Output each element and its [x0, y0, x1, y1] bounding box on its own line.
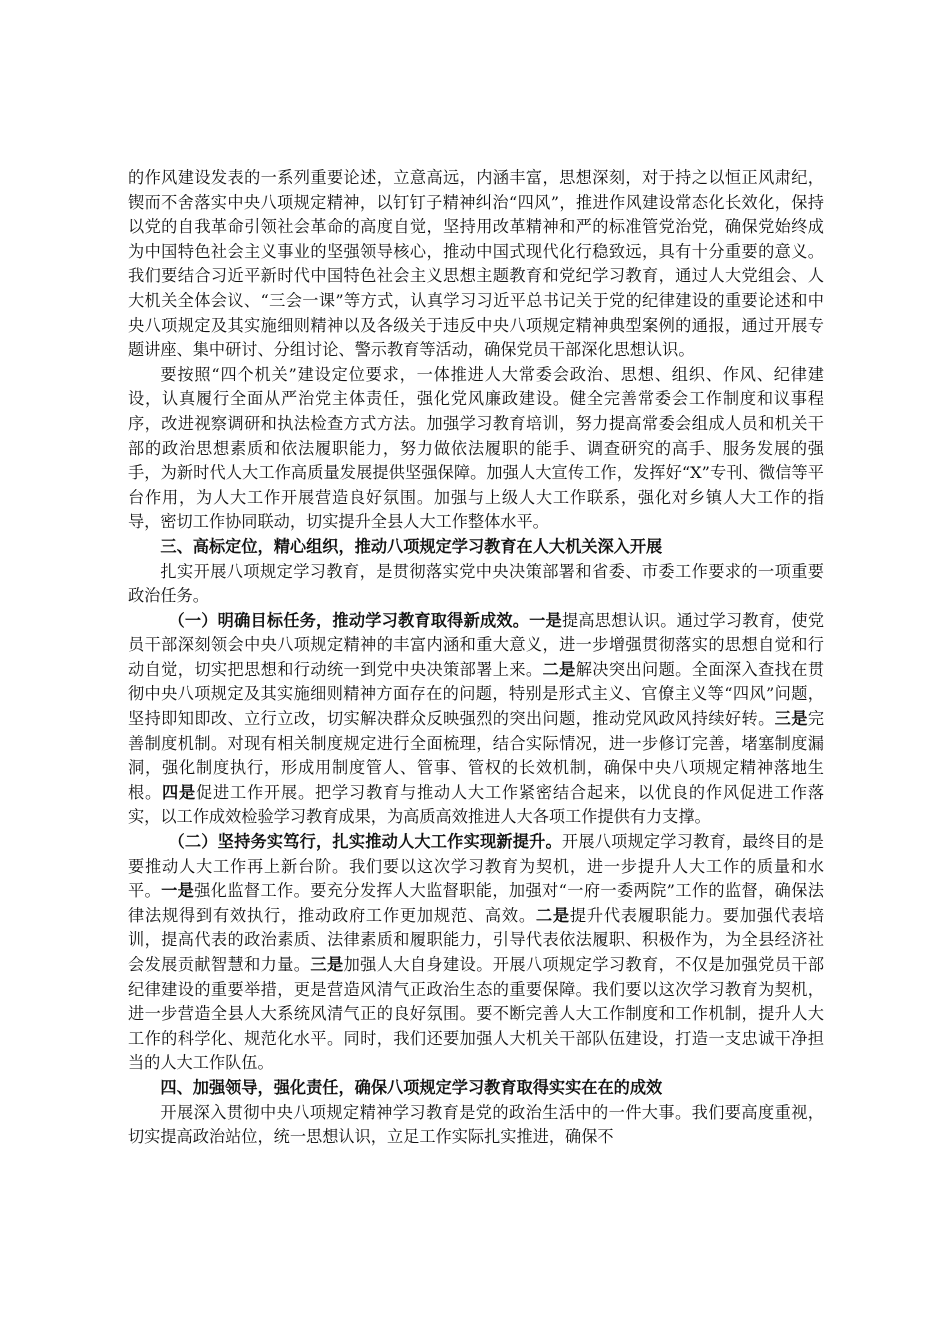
subsection-2	[128, 830, 824, 1076]
subsection-2-key-2: 二是	[535, 905, 570, 925]
subsection-1	[128, 609, 824, 830]
paragraph-4: 开展深入贯彻中央八项规定精神学习教育是党的政治生活中的一件大事。我们要高度重视，切实提高政治站位，统一思想认识，立足工作实际扎实推进，确保不	[128, 1102, 824, 1147]
paragraph-3: 扎实开展八项规定学习教育，是贯彻落实党中央决策部署和省委、市委工作要求的一项重要政治任务。	[128, 561, 824, 606]
paragraph-2: 要按照“四个机关”建设定位要求，一体推进人大常委会政治、思想、组织、作风、纪律建设，认真履行全面从严治党主体责任，强化党风廉政建设。健全完善常委会工作制度和议事程序，改进视察调研和执法检查方式方法。加强学习教育培训，努力提高常委会组成人员和机关干部的政治思想素质和依法履职能力，努力做依法履职的能手、调查研究的高手、服务发展的强手，为新时代人大工作高质量发展提供坚强保障。加强人大宣传工作，发挥好“X”专刊、微信等平台作用，为人大工作开展营造良好氛围。加强与上级人大工作联系，强化对乡镇人大工作的指导，密切工作协同联动，切实提升全县人大工作整体水平。	[128, 364, 824, 532]
section-heading-4: 四、加强领导，强化责任，确保八项规定学习教育取得实实在在的成效	[160, 1077, 663, 1097]
subsection-1-text-1: 提高思想认识。通过学习教育，使党员干部深刻领会中央八项规定精神的丰富内涵和重大意义，进一步增强贯彻落实的思想自觉和行动自觉，切实把思想和行动统一到党中央决策部署上来。	[128, 610, 825, 679]
section-heading-3: 三、高标定位，精心组织，推动八项规定学习教育在人大机关深入开展	[160, 536, 663, 556]
subsection-1-key-3: 三是	[774, 709, 808, 729]
subsection-1-text-4: 促进工作开展。把学习教育与推动人大工作紧密结合起来，以优良的作风促进工作落实，以工作成效检验学习教育成果，为高质高效推进人大各项工作提供有力支撑。	[128, 782, 825, 827]
paragraph-1: 的作风建设发表的一系列重要论述，立意高远，内涵丰富，思想深刻，对于持之以恒正风肃纪，锲而不舍落实中央八项规定精神，以钉钉子精神纠治“四风”，推进作风建设常态化长效化，保持以党的自我革命引领社会革命的高度自觉，坚持用改革精神和严的标准管党治党，确保党始终成为中国特色社会主义事业的坚强领导核心，推动中国式现代化行稳致远，具有十分重要的意义。我们要结合习近平新时代中国特色社会主义思想主题教育和党纪学习教育，通过人大党组会、人大机关全体会议、“三会一课”等方式，认真学习习近平总书记关于党的纪律建设的重要论述和中央八项规定及其实施细则精神以及各级关于违反中央八项规定精神典型案例的通报，通过开展专题讲座、集中研讨、分组讨论、警示教育等活动，确保党员干部深化思想认识。	[128, 168, 824, 360]
subsection-1-key-4: 四是	[162, 782, 196, 802]
subsection-2-text-3: 加强人大自身建设。开展八项规定学习教育，不仅是加强党员干部纪律建设的重要举措，更是营造风清气正政治生态的重要保障。我们要以这次学习教育为契机，进一步营造全县人大系统风清气正的良好氛围。要不断完善人大工作制度和工作机制，提升人大工作的科学化、规范化水平。同时，我们还要加强人大机关干部队伍建设，打造一支忠诚干净担当的人大工作队伍。	[128, 955, 825, 1073]
subsection-2-title: （二）坚持务实笃行，扎实推动人大工作实现新提升。	[168, 832, 562, 852]
subsection-1-key-1: 一是	[529, 610, 562, 630]
subsection-2-text-2: 提升代表履职能力。要加强代表培训，提高代表的政治素质、法律素质和履职能力，引导代表依法履职、积极作为，为全县经济社会发展贡献智慧和力量。	[128, 905, 825, 974]
subsection-2-intro: 开展八项规定学习教育，最终目的是要推动人大工作再上新台阶。我们要以这次学习教育为契机，进一步提升人大工作的质量和水平。	[128, 832, 824, 901]
subsection-1-text-2: 解决突出问题。全面深入查找在贯彻中央八项规定及其实施细则精神方面存在的问题，特别是形式主义、官僚主义等“四风”问题，坚持即知即改、立行立改，切实解决群众反映强烈的突出问题，推动党风政风持续好转。	[128, 659, 825, 729]
subsection-1-title: （一）明确目标任务，推动学习教育取得新成效。	[168, 610, 530, 630]
subsection-1-text-3: 完善制度机制。对现有相关制度规定进行全面梳理，结合实际情况，进一步修订完善，堵塞制度漏洞，强化制度执行，形成用制度管人、管事、管权的长效机制，确保中央八项规定精神落地生根。	[128, 709, 825, 802]
subsection-2-key-1: 一是	[161, 881, 195, 901]
subsection-2-key-3: 三是	[310, 955, 344, 974]
subsection-2-text-1: 强化监督工作。要充分发挥人大监督职能，加强对“一府一委两院”工作的监督，确保法律法规得到有效执行，推动政府工作更加规范、高效。	[128, 881, 824, 925]
document-page	[128, 166, 824, 1150]
subsection-1-key-2: 二是	[542, 659, 576, 679]
